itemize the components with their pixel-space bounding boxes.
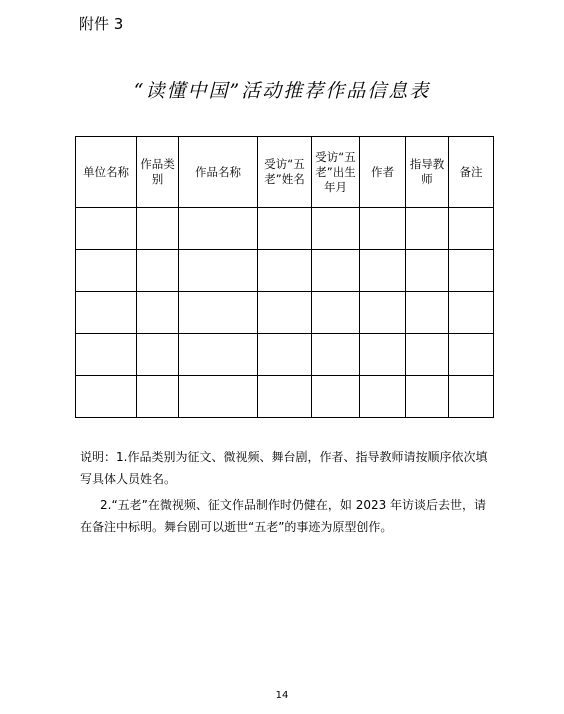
table-cell xyxy=(258,250,312,292)
table-row xyxy=(76,208,494,250)
header-instructor: 指导教师 xyxy=(406,137,449,208)
table-cell xyxy=(449,250,494,292)
header-unit-name: 单位名称 xyxy=(76,137,137,208)
table-cell xyxy=(76,376,137,418)
page-number: 14 xyxy=(275,690,289,701)
table-cell xyxy=(406,208,449,250)
header-work-name: 作品名称 xyxy=(179,137,258,208)
table-cell xyxy=(137,208,179,250)
header-remarks: 备注 xyxy=(449,137,494,208)
table-cell xyxy=(258,292,312,334)
table-cell xyxy=(179,208,258,250)
table-cell xyxy=(406,250,449,292)
document-title: “读懂中国”活动推荐作品信息表 xyxy=(133,80,431,102)
table-cell xyxy=(360,334,406,376)
table-cell xyxy=(449,376,494,418)
table-cell xyxy=(312,292,360,334)
table-cell xyxy=(179,292,258,334)
table-cell xyxy=(179,334,258,376)
table-cell xyxy=(406,292,449,334)
table-cell xyxy=(449,208,494,250)
table-cell xyxy=(258,208,312,250)
table-cell xyxy=(179,250,258,292)
table-cell xyxy=(360,292,406,334)
table-cell xyxy=(76,292,137,334)
table-cell xyxy=(312,376,360,418)
table-cell xyxy=(258,334,312,376)
header-work-category: 作品类别 xyxy=(137,137,179,208)
table-cell xyxy=(360,250,406,292)
table-cell xyxy=(449,292,494,334)
table-cell xyxy=(360,208,406,250)
table-cell xyxy=(76,250,137,292)
table-cell xyxy=(137,250,179,292)
header-author: 作者 xyxy=(360,137,406,208)
table-cell xyxy=(406,376,449,418)
table-cell xyxy=(312,334,360,376)
table-cell xyxy=(179,376,258,418)
header-interviewee-name: 受访“五老”姓名 xyxy=(258,137,312,208)
table-cell xyxy=(137,292,179,334)
table-cell xyxy=(360,376,406,418)
table-cell xyxy=(137,334,179,376)
table-cell xyxy=(312,250,360,292)
table-cell xyxy=(76,334,137,376)
table-cell xyxy=(258,376,312,418)
attachment-label: 附件 3 xyxy=(79,15,124,33)
table-row xyxy=(76,250,494,292)
table-row xyxy=(76,334,494,376)
table-row xyxy=(76,376,494,418)
table-cell xyxy=(312,208,360,250)
table-header-row xyxy=(76,137,494,208)
table-cell xyxy=(406,334,449,376)
note-1: 说明：1.作品类别为征文、微视频、舞台剧，作者、指导教师请按顺序依次填写具体人员姓名。 xyxy=(80,450,488,486)
info-table xyxy=(75,136,494,418)
table-row xyxy=(76,292,494,334)
header-interviewee-birth: 受访“五老”出生年月 xyxy=(312,137,360,208)
table-cell xyxy=(76,208,137,250)
note-2: 2.“五老”在微视频、征文作品制作时仍健在，如 2023 年访谈后去世，请在备注中标明。舞台剧可以逝世“五老”的事迹为原型创作。 xyxy=(80,498,487,534)
table-cell xyxy=(449,334,494,376)
table-cell xyxy=(137,376,179,418)
